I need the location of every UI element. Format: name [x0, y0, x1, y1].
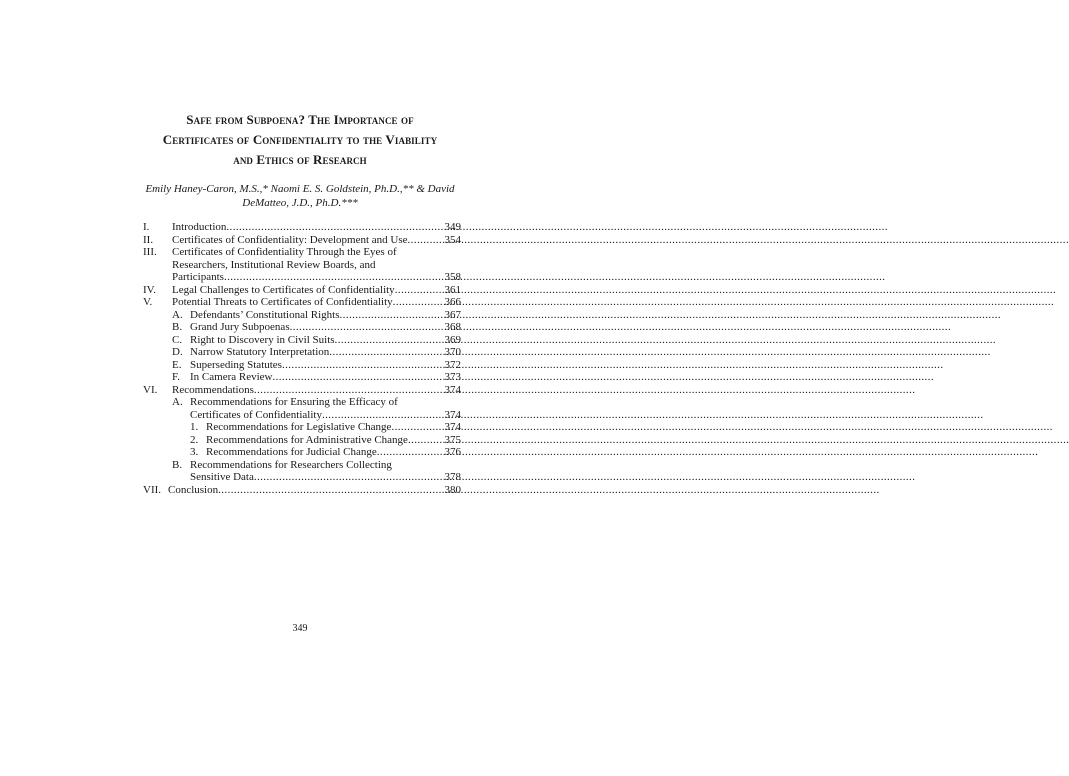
- toc-leader: [218, 484, 444, 497]
- toc-leader: [329, 346, 444, 359]
- toc-number: V.: [143, 296, 153, 308]
- toc-number: E.: [172, 358, 182, 371]
- toc-number: 1.: [190, 421, 199, 433]
- toc-entry-discovery: [143, 334, 461, 347]
- toc-leader: [377, 446, 445, 459]
- toc-number: I.: [143, 221, 150, 233]
- toc-page: 380: [444, 483, 461, 496]
- toc-text: Superseding Statutes: [190, 358, 282, 371]
- toc-number: B.: [172, 458, 183, 471]
- toc-number: 2.: [190, 433, 199, 446]
- article-title: [100, 110, 500, 170]
- toc-text: Grand Jury Subpoenas: [190, 321, 290, 333]
- toc-page: 374: [444, 383, 461, 396]
- toc-text: In Camera Review: [190, 371, 273, 383]
- toc-number: IV.: [143, 283, 156, 296]
- page-number: 349: [292, 623, 308, 634]
- toc-page: 349: [444, 221, 461, 233]
- title-line-2: Certificates of Confidentiality to the Viability: [162, 132, 438, 147]
- toc-leader: [282, 359, 445, 372]
- toc-text: Recommendations: [172, 383, 254, 396]
- toc-leader: [224, 271, 445, 284]
- toc-number: VI.: [143, 383, 158, 396]
- toc-number: A.: [172, 396, 183, 408]
- toc-leader: [340, 309, 445, 322]
- toc-text: Recommendations for Ensuring the Efficacy of: [190, 396, 398, 408]
- toc-page: 378: [444, 471, 461, 483]
- toc-leader: [391, 421, 444, 434]
- toc-leader: [272, 371, 444, 384]
- toc-page: 372: [444, 358, 461, 371]
- toc-leader: [335, 334, 445, 347]
- toc-text: Recommendations for Researchers Collecting: [190, 458, 392, 471]
- toc-page: 374: [444, 421, 461, 433]
- toc-page: 370: [444, 346, 461, 358]
- toc-entry-defendants-rights: [143, 309, 461, 322]
- toc-entry-conclusion: [143, 484, 461, 497]
- toc-continuation-final: [143, 471, 461, 484]
- toc-leader: [408, 234, 445, 247]
- toc-page: 367: [444, 308, 461, 321]
- toc-text: Defendants’ Constitutional Rights: [190, 308, 340, 321]
- toc-page: 358: [444, 271, 461, 283]
- toc-page: 366: [444, 296, 461, 308]
- toc-number: D.: [172, 346, 183, 358]
- title-line-1: Safe from Subpoena? The Importance of: [186, 112, 414, 127]
- toc-entry-introduction: [143, 221, 461, 234]
- toc-text: Participants: [172, 271, 224, 283]
- author-line-2: DeMatteo, J.D., Ph.D.***: [242, 197, 358, 209]
- toc-text: Recommendations for Legislative Change: [206, 421, 392, 433]
- toc-leader: [290, 321, 445, 334]
- toc-entry-development: [143, 234, 461, 247]
- toc-entry-grand-jury: [143, 321, 461, 334]
- toc-leader: [393, 296, 445, 309]
- toc-number: 3.: [190, 446, 199, 458]
- toc-entry-administrative: [143, 434, 461, 447]
- toc-text: Introduction: [172, 221, 227, 233]
- toc-text: Recommendations for Administrative Change: [206, 433, 408, 446]
- toc-page: 375: [444, 433, 461, 446]
- toc-leader: [395, 284, 445, 297]
- toc-leader: [408, 434, 445, 447]
- toc-entry-eyes: [143, 246, 461, 259]
- toc-continuation: Researchers, Institutional Review Boards, and: [172, 258, 376, 271]
- toc-text: Certificates of Confidentiality Through the Eyes of: [172, 246, 397, 258]
- toc-entry-legal-challenges: [143, 284, 461, 297]
- toc-entry-threats: [143, 296, 461, 309]
- toc-leader: [254, 384, 445, 397]
- toc-entry-judicial: [143, 446, 461, 459]
- toc-number: A.: [172, 308, 183, 321]
- toc-text: Recommendations for Judicial Change: [206, 446, 377, 458]
- toc-text: Conclusion: [168, 483, 219, 496]
- toc-continuation-final: [143, 409, 461, 422]
- toc-page: 368: [444, 321, 461, 333]
- author-byline: [110, 182, 490, 210]
- toc-number: C.: [172, 333, 183, 346]
- toc-text: Legal Challenges to Certificates of Confidentiality: [172, 283, 395, 296]
- toc-page: 376: [444, 446, 461, 458]
- toc-text: Right to Discovery in Civil Suits: [190, 333, 335, 346]
- toc-page: 374: [444, 408, 461, 421]
- title-line-3: and Ethics of Research: [233, 152, 367, 167]
- toc-page: 361: [444, 283, 461, 296]
- toc-leader: [254, 471, 445, 484]
- toc-entry-superseding: [143, 359, 461, 372]
- toc-number: III.: [143, 246, 157, 258]
- toc-page: 369: [444, 333, 461, 346]
- table-of-contents: [143, 221, 461, 496]
- author-line-1: Emily Haney-Caron, M.S.,* Naomi E. S. Goldstein, Ph.D.,** & David: [145, 183, 455, 195]
- toc-text: Sensitive Data: [190, 471, 254, 483]
- toc-page: 373: [444, 371, 461, 383]
- toc-text: Certificates of Confidentiality: Development and Use: [172, 233, 408, 246]
- toc-entry-statutory: [143, 346, 461, 359]
- toc-entry-recommendations: [143, 384, 461, 397]
- toc-entry-efficacy: [143, 396, 461, 409]
- toc-leader: [322, 409, 445, 422]
- toc-text: Narrow Statutory Interpretation: [190, 346, 330, 358]
- toc-entry-in-camera: [143, 371, 461, 384]
- toc-page: 354: [444, 233, 461, 246]
- toc-entry-legislative: [143, 421, 461, 434]
- toc-number: VII.: [143, 483, 162, 496]
- toc-number: II.: [143, 233, 154, 246]
- toc-number: F.: [172, 371, 180, 383]
- toc-continuation-final: [143, 271, 461, 284]
- toc-number: B.: [172, 321, 183, 333]
- toc-text: Certificates of Confidentiality: [190, 408, 322, 421]
- toc-leader: [226, 221, 444, 234]
- toc-entry-researchers: [143, 459, 461, 472]
- toc-text: Potential Threats to Certificates of Confidentiality: [172, 296, 393, 308]
